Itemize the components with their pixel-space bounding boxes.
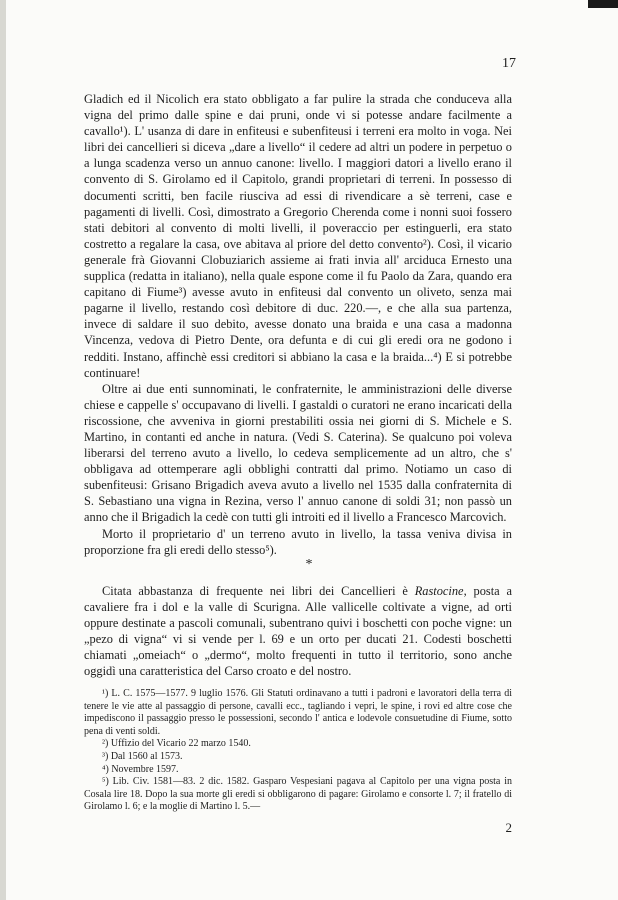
section-separator: * bbox=[305, 557, 313, 572]
rastocine-place-name: Rastocine bbox=[414, 584, 464, 598]
paragraph-2: Oltre ai due enti sunnominati, le confraternite, le amministrazioni delle diverse chiese e cappelle s' occupavano di livelli. I gastaldi o curatori ne erano incaricati della riscossione, che avveniva in giorni prestabiliti ossia nei giorni di S. Michele e S. Martino, in contanti ed anche in natura. (Vedi S. Caterina). Se qualcuno poi voleva liberarsi del terreno avuto a livello, lo cedeva semplicemente ad un altro, che s' obbligava ad ottemperare agli obblighi contratti dal primo. Notiamo un caso di subenfiteusi: Grisano Brigadich aveva avuto a livello nel 1535 dalla confraternita di S. Sebastiano una vigna in Rezina, verso l' annuo canone di soldi 31; non passò un anno che il Brigadich la cedè con tutti gli introiti ed il livello a Francesco Marcovich. bbox=[84, 381, 512, 525]
page-number: 17 bbox=[502, 56, 516, 71]
footnote-2: ²) Uffizio del Vicario 22 marzo 1540. bbox=[102, 738, 251, 750]
footnote-5: ⁵) Lib. Civ. 1581—83. 2 dic. 1582. Gasparo Vespesiani pagava al Capitolo per una vigna posta in Cosala lire 18. Dopo la sua morte gli eredi si obbligarono di pagare: Girolamo e consorte l. 7; il fratello di Girolamo l. 6; e la moglie di Martino l. 5.— bbox=[84, 776, 512, 813]
paragraph-1: Gladich ed il Nicolich era stato obbligato a far pulire la strada che conduceva alla vigna del primo dalle spine e dai pruni, onde vi si potesse andare facilmente a cavallo¹). L' usanza di dare in enfiteusi e subenfiteusi i terreni era molto in voga. Nei libri dei cancellieri si diceva „dare a livello“ il cedere ad altri un podere in perpetuo o a lunga scadenza verso un annuo canone: livello. I maggiori datori a livello erano il convento di S. Girolamo ed il Capitolo, grandi proprietari di terreni. In possesso di documenti scritti, ben facile riusciva ad essi di rivendicare a sè terreni, case e pagamenti di livelli. Così, dimostrato a Gregorio Cherenda come i nonni suoi fossero stati debitori al convento di molti livelli, il poveraccio per estinguerli, era stato costretto a regalare la casa, ove abitava al priore del detto convento²). Così, il vicario generale frà Giovanni Clobuziarich assieme ai frati invia all' arciduca Ernesto una supplica (redatta in italiano), nella quale espone come il fu Paolo da Zara, quando era capitano di Fiume³) avesse avuto in enfiteusi dal convento un oliveto, senza mai pagarne il livello, restando così debitore di duc. 220.—, e che alla sua partenza, invece di saldare il suo debito, avesse donato una braida e una casa a madonna Vincenza, vedova di Pietro Dente, ora defunta e di cui gli eredi ora ne godono i redditi. Instano, affinchè essi creditori si abbiano la casa e la braida...⁴) E si potrebbe continuare! bbox=[84, 92, 512, 380]
page-spine-shadow bbox=[0, 0, 6, 900]
paragraph-3: Morto il proprietario d' un terreno avuto in livello, la tassa veniva divisa in proporzione fra gli eredi dello stesso⁵). bbox=[84, 526, 512, 557]
main-text bbox=[84, 91, 512, 558]
rastocine-lead: Citata abbastanza di frequente nei libri dei Cancellieri è bbox=[102, 584, 415, 598]
rastocine-rest: , posta a cavaliere fra i dol e la valle di Scurigna. Alle vallicelle coltivate a vigne, ad orti oppure destinate a pascoli comunali, subentrano quivi i boschetti con poche vigne: un „pezo di vigna“ vi si vende per l. 69 e un orto per ducati 21. Codesti boschetti chiamati „omeiach“ o „dermo“, molto frequenti in tutto il territorio, sono anche oggidì una caratteristica del Carso croato e del nostro. bbox=[84, 584, 512, 679]
footnote-4: ⁴) Novembre 1597. bbox=[102, 763, 179, 775]
signature-mark: 2 bbox=[505, 820, 512, 835]
rastocine-section bbox=[84, 583, 512, 680]
rastocine-paragraph bbox=[84, 583, 512, 680]
footnote-1: ¹) L. C. 1575—1577. 9 luglio 1576. Gli Statuti ordinavano a tutti i padroni e lavoratori della terra di tenere le vie atte al passaggio di persone, cavalli ecc., tagliando i vepri, le spine, i rovi ed altre cose che impediscono il passaggio presso le possessioni, secondo l' antica e lodevole consuetudine di Fiume, sotto pena di venti soldi. bbox=[84, 688, 512, 737]
footnotes bbox=[84, 688, 512, 814]
scan-edge-mark bbox=[588, 0, 618, 8]
footnote-3: ³) Dal 1560 al 1573. bbox=[102, 750, 183, 762]
